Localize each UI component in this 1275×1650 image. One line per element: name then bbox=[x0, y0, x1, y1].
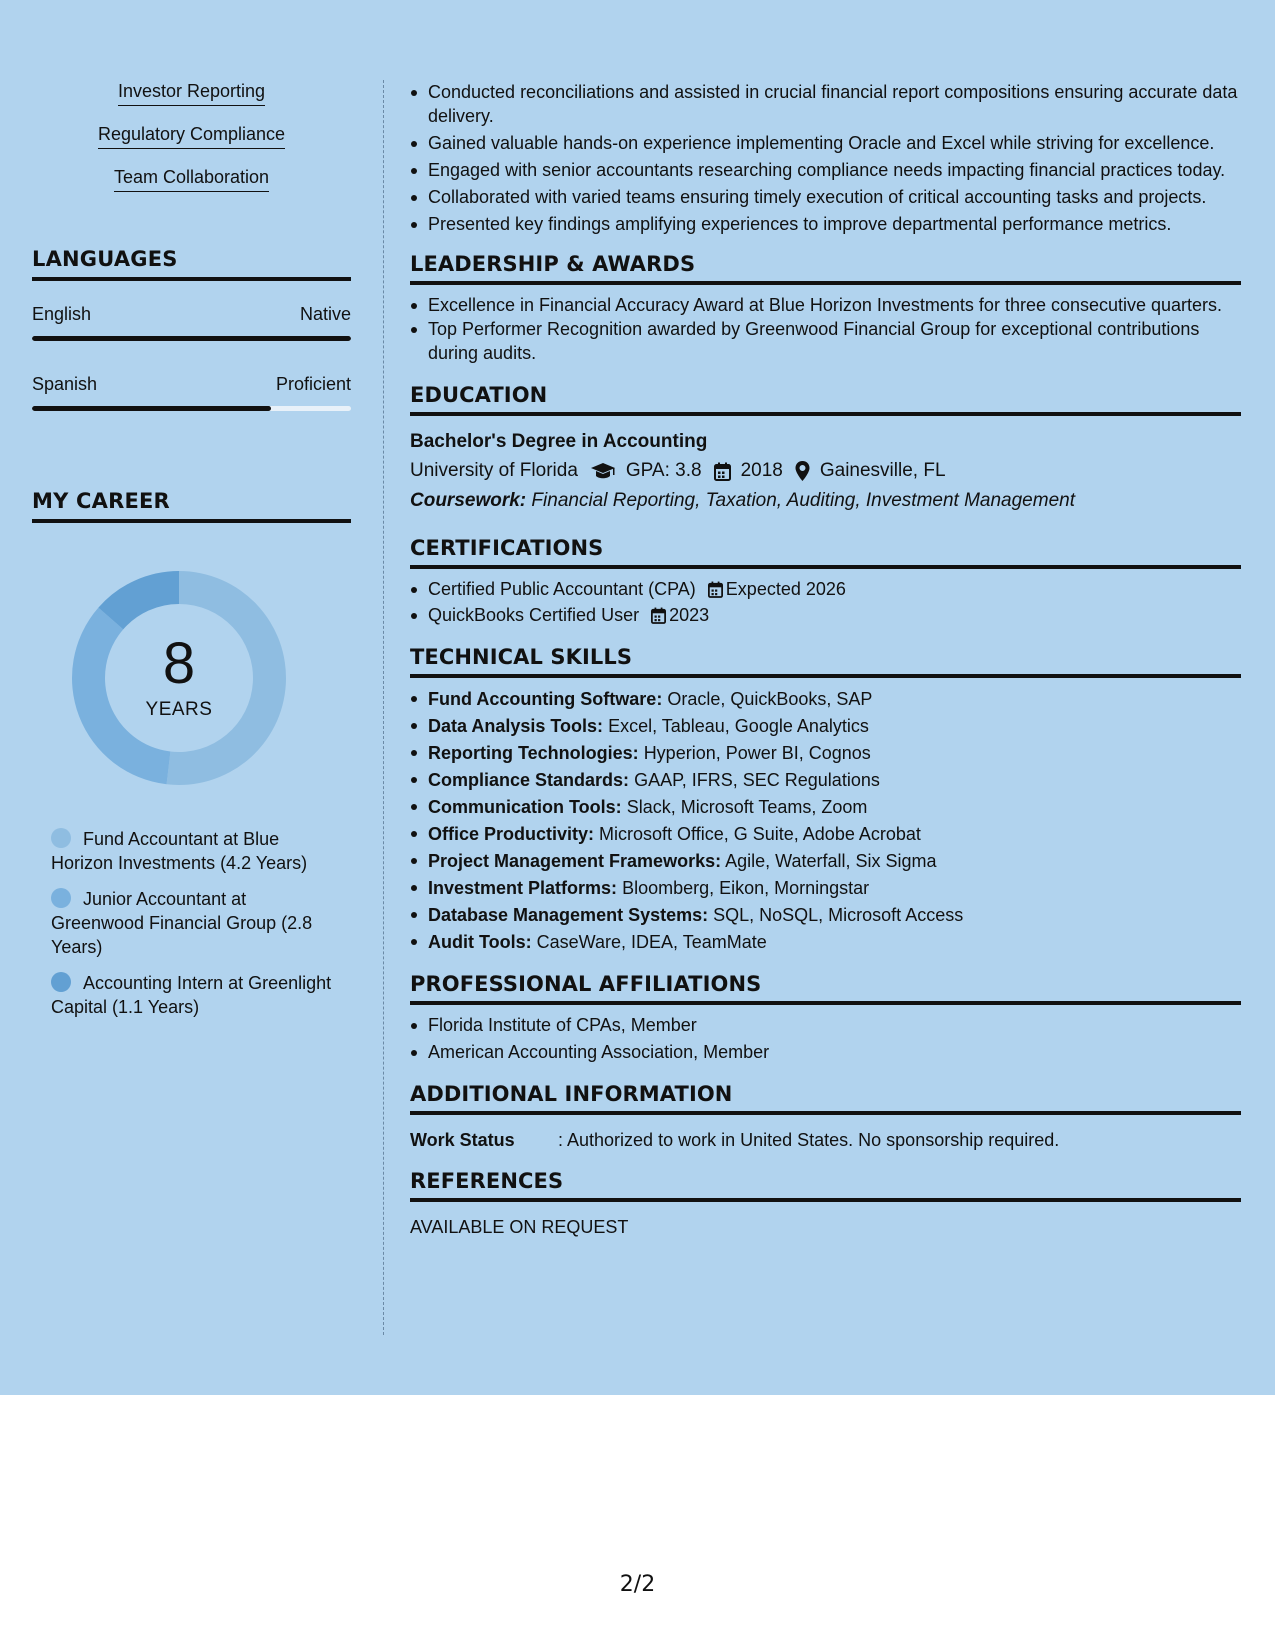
language-level: Native bbox=[299, 304, 351, 324]
right-column bbox=[410, 80, 1241, 1240]
education-gpa: GPA: 3.8 bbox=[625, 460, 702, 481]
certifications-section bbox=[410, 536, 1241, 627]
cert-name: Certified Public Accountant (CPA) bbox=[428, 579, 696, 599]
list-item: Florida Institute of CPAs, Member bbox=[410, 1013, 1241, 1037]
language-bar bbox=[32, 336, 351, 341]
language-name: Spanish bbox=[32, 374, 98, 394]
skill-category: Reporting Technologies: bbox=[428, 743, 639, 763]
language-spanish bbox=[32, 373, 351, 411]
education-coursework bbox=[410, 486, 1241, 516]
certifications-list bbox=[410, 577, 1241, 627]
education-year: 2018 bbox=[740, 460, 783, 481]
skill-item: Investor Reporting bbox=[118, 80, 265, 106]
skill-category: Compliance Standards: bbox=[428, 770, 630, 790]
column-divider bbox=[383, 80, 384, 1335]
leadership-section bbox=[410, 252, 1241, 365]
cert-date: Expected 2026 bbox=[725, 579, 846, 599]
section-heading: CERTIFICATIONS bbox=[410, 536, 1241, 569]
language-bar bbox=[32, 406, 351, 411]
career-section bbox=[32, 489, 351, 1019]
affiliations-section bbox=[410, 972, 1241, 1064]
language-bar-fill bbox=[32, 336, 351, 341]
legend-dot-icon bbox=[51, 828, 71, 848]
list-item bbox=[410, 577, 1241, 601]
legend-label: Junior Accountant at Greenwood Financial Group (2.8 Years) bbox=[51, 889, 313, 957]
list-item bbox=[410, 740, 1241, 767]
skill-category: Investment Platforms: bbox=[428, 878, 618, 898]
education-section bbox=[410, 383, 1241, 516]
skill-category: Audit Tools: bbox=[428, 932, 532, 952]
work-status-value: : Authorized to work in United States. No sponsorship required. bbox=[558, 1130, 1060, 1150]
experience-bullets bbox=[410, 80, 1241, 236]
legend-dot-icon bbox=[51, 972, 71, 992]
career-donut-chart bbox=[66, 565, 292, 791]
skill-values: SQL, NoSQL, Microsoft Access bbox=[713, 905, 964, 925]
section-heading: PROFESSIONAL AFFILIATIONS bbox=[410, 972, 1241, 1005]
skill-category: Database Management Systems: bbox=[428, 905, 709, 925]
list-item bbox=[410, 603, 1241, 627]
list-item: Collaborated with varied teams ensuring timely execution of critical accounting tasks and projects. bbox=[410, 185, 1241, 209]
list-item bbox=[410, 821, 1241, 848]
list-item: Conducted reconciliations and assisted in crucial financial report compositions ensuring accurate data delivery. bbox=[410, 80, 1241, 128]
skill-values: GAAP, IFRS, SEC Regulations bbox=[634, 770, 880, 790]
list-item: Excellence in Financial Accuracy Award at Blue Horizon Investments for three consecutive quarters. bbox=[410, 293, 1241, 317]
career-unit: YEARS bbox=[145, 699, 213, 720]
coursework-label: Coursework: bbox=[410, 490, 527, 511]
left-column bbox=[32, 80, 351, 1031]
legend-dot-icon bbox=[51, 888, 71, 908]
list-item: American Accounting Association, Member bbox=[410, 1040, 1241, 1064]
skill-values: Microsoft Office, G Suite, Adobe Acrobat bbox=[599, 824, 921, 844]
list-item bbox=[410, 902, 1241, 929]
page-number: 2/2 bbox=[619, 1572, 656, 1597]
language-name: English bbox=[32, 304, 92, 324]
work-status-label: Work Status bbox=[410, 1130, 515, 1150]
languages-heading: LANGUAGES bbox=[32, 247, 351, 281]
legend-item bbox=[51, 887, 341, 959]
language-bar-fill bbox=[32, 406, 271, 411]
technical-skills-list bbox=[410, 686, 1241, 956]
skill-values: Oracle, QuickBooks, SAP bbox=[667, 689, 873, 709]
skill-item: Team Collaboration bbox=[114, 166, 269, 192]
career-heading: MY CAREER bbox=[32, 489, 351, 523]
skill-item: Regulatory Compliance bbox=[98, 123, 285, 149]
leadership-list bbox=[410, 293, 1241, 365]
references-section bbox=[410, 1169, 1241, 1240]
legend-label: Accounting Intern at Greenlight Capital (1.1 Years) bbox=[51, 973, 332, 1017]
legend-label: Fund Accountant at Blue Horizon Investments (4.2 Years) bbox=[51, 829, 308, 873]
skill-category: Fund Accounting Software: bbox=[428, 689, 663, 709]
skill-category: Office Productivity: bbox=[428, 824, 595, 844]
calendar-icon bbox=[708, 581, 723, 598]
list-item bbox=[410, 875, 1241, 902]
list-item bbox=[410, 929, 1241, 956]
section-heading: REFERENCES bbox=[410, 1169, 1241, 1202]
legend-item bbox=[51, 971, 341, 1019]
list-item: Presented key findings amplifying experiences to improve departmental performance metrics. bbox=[410, 212, 1241, 236]
section-heading: EDUCATION bbox=[410, 383, 1241, 416]
skill-values: Slack, Microsoft Teams, Zoom bbox=[626, 797, 868, 817]
graduation-cap-icon bbox=[590, 462, 616, 480]
section-heading: TECHNICAL SKILLS bbox=[410, 645, 1241, 678]
coursework-value: Financial Reporting, Taxation, Auditing, Investment Management bbox=[531, 490, 1075, 511]
section-heading: ADDITIONAL INFORMATION bbox=[410, 1082, 1241, 1115]
skill-category: Communication Tools: bbox=[428, 797, 622, 817]
affiliations-list bbox=[410, 1013, 1241, 1064]
list-item bbox=[410, 794, 1241, 821]
list-item: Gained valuable hands-on experience implementing Oracle and Excel while striving for excellence. bbox=[410, 131, 1241, 155]
skill-values: CaseWare, IDEA, TeamMate bbox=[536, 932, 767, 952]
education-location: Gainesville, FL bbox=[819, 460, 946, 481]
skill-values: Agile, Waterfall, Six Sigma bbox=[725, 851, 937, 871]
languages-section bbox=[32, 247, 351, 411]
list-item bbox=[410, 686, 1241, 713]
calendar-icon bbox=[714, 462, 731, 481]
technical-skills-section bbox=[410, 645, 1241, 956]
list-item bbox=[410, 848, 1241, 875]
skill-values: Excel, Tableau, Google Analytics bbox=[608, 716, 869, 736]
section-heading: LEADERSHIP & AWARDS bbox=[410, 252, 1241, 285]
work-status-row bbox=[410, 1127, 1241, 1153]
list-item bbox=[410, 713, 1241, 740]
career-legend bbox=[51, 827, 341, 1019]
references-text: AVAILABLE ON REQUEST bbox=[410, 1217, 629, 1237]
cert-name: QuickBooks Certified User bbox=[428, 605, 640, 625]
language-level: Proficient bbox=[275, 374, 351, 394]
list-item: Top Performer Recognition awarded by Greenwood Financial Group for exceptional contributions during audits. bbox=[410, 317, 1241, 365]
donut-center bbox=[66, 565, 292, 791]
skill-category: Project Management Frameworks: bbox=[428, 851, 722, 871]
skill-category: Data Analysis Tools: bbox=[428, 716, 604, 736]
cert-date: 2023 bbox=[669, 605, 710, 625]
career-total: 8 bbox=[162, 631, 196, 696]
skill-values: Bloomberg, Eikon, Morningstar bbox=[622, 878, 870, 898]
language-english bbox=[32, 303, 351, 341]
list-item bbox=[410, 767, 1241, 794]
education-details bbox=[410, 456, 1241, 486]
education-degree: Bachelor's Degree in Accounting bbox=[410, 431, 708, 452]
location-pin-icon bbox=[795, 461, 810, 481]
education-school: University of Florida bbox=[410, 460, 578, 481]
list-item: Engaged with senior accountants researching compliance needs impacting financial practices today. bbox=[410, 158, 1241, 182]
additional-info-section bbox=[410, 1082, 1241, 1153]
legend-item bbox=[51, 827, 341, 875]
skill-values: Hyperion, Power BI, Cognos bbox=[643, 743, 871, 763]
calendar-icon bbox=[651, 607, 666, 624]
skill-list bbox=[32, 80, 351, 209]
